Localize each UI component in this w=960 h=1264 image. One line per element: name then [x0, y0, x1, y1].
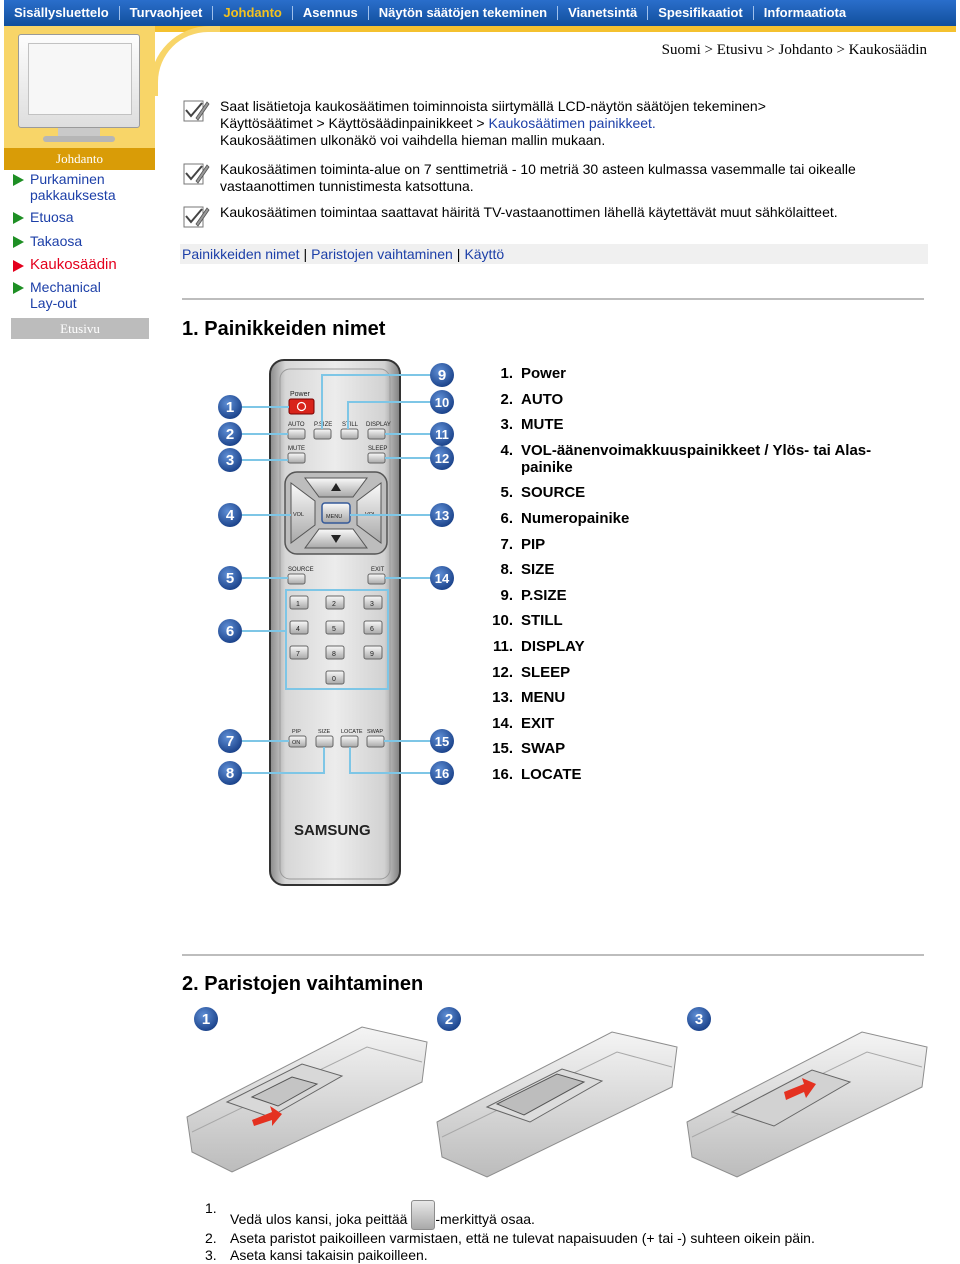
list-item: 2. AUTO	[500, 390, 564, 408]
notes-section	[182, 98, 932, 230]
display-button[interactable]	[368, 429, 385, 439]
list-item: 9. P.SIZE	[500, 586, 567, 604]
svg-text:EXIT: EXIT	[371, 567, 385, 573]
svg-text:3: 3	[225, 452, 235, 469]
svg-text:SLEEP: SLEEP	[368, 446, 388, 452]
svg-text:14: 14	[434, 571, 450, 586]
list-item: 15. SWAP	[492, 740, 566, 758]
svg-text:4: 4	[296, 626, 300, 633]
nav-item-specifications[interactable]: Spesifikaatiot	[648, 6, 754, 20]
svg-text:STILL: STILL	[342, 422, 359, 428]
button-names-list	[488, 365, 908, 792]
svg-text:9: 9	[437, 367, 447, 384]
home-button[interactable]: Etusivu	[11, 318, 149, 339]
list-item: 10. STILL	[492, 612, 563, 630]
list-item: 7. PIP	[500, 535, 546, 553]
sidebar-item-remote[interactable]: Kaukosäädin	[10, 257, 155, 273]
svg-text:5: 5	[332, 626, 336, 633]
note-2: Kaukosäätimen toiminta-alue on 7 senttimetriä - 10 metriä 30 asteen kulmassa vasemmalle tai oikealle vastaanottimen tunnistimesta katsottuna.	[182, 161, 932, 195]
svg-text:12: 12	[434, 451, 450, 466]
svg-text:SOURCE: SOURCE	[288, 567, 314, 573]
svg-text:2: 2	[332, 601, 336, 608]
remote-control-image	[210, 355, 470, 890]
sidebar-item-mechanical-layout[interactable]: Mechanical Lay-out	[10, 279, 155, 311]
auto-button[interactable]	[288, 429, 305, 439]
nav-item-adjustments[interactable]: Näytön säätöjen tekeminen	[369, 6, 558, 20]
battery-step-1-image	[182, 1002, 432, 1182]
svg-text:LOCATE: LOCATE	[341, 729, 363, 735]
divider	[182, 954, 924, 956]
list-item: 3. MUTE	[500, 416, 564, 434]
sidebar-item-rear[interactable]: Takaosa	[10, 233, 155, 249]
svg-text:VOL: VOL	[365, 512, 377, 518]
nav-item-contents[interactable]: Sisällysluettelo	[4, 6, 120, 20]
note-pencil-icon	[182, 204, 210, 230]
nav-item-safety[interactable]: Turvaohjeet	[120, 6, 214, 20]
sidebar-title: Johdanto	[4, 148, 155, 170]
svg-text:1: 1	[201, 1011, 211, 1028]
battery-step-2-image	[432, 1002, 682, 1182]
list-item: 6. Numeropainike	[500, 509, 630, 527]
svg-text:3: 3	[370, 601, 374, 608]
svg-text:6: 6	[225, 623, 235, 640]
svg-text:7: 7	[296, 651, 300, 658]
svg-text:10: 10	[434, 395, 450, 410]
svg-text:VOL: VOL	[293, 512, 305, 518]
list-item: 1. Vedä ulos kansi, joka peittää -merkittyä osaa.	[205, 1200, 945, 1230]
svg-text:1: 1	[296, 601, 300, 608]
sleep-button[interactable]	[368, 453, 385, 463]
section-title-button-names: 1. Painikkeiden nimet	[182, 318, 386, 340]
list-item: 13. MENU	[492, 689, 566, 707]
size-button[interactable]	[316, 736, 333, 747]
power-label: Power	[290, 391, 310, 398]
list-item: 12. SLEEP	[492, 663, 571, 681]
triangle-icon	[13, 282, 24, 294]
svg-text:SWAP: SWAP	[367, 729, 383, 735]
exit-button[interactable]	[368, 574, 385, 584]
list-item: 5. SOURCE	[500, 484, 586, 502]
triangle-icon	[13, 174, 24, 186]
source-button[interactable]	[288, 574, 305, 584]
breadcrumb: Suomi > Etusivu > Johdanto > Kaukosäädin	[661, 42, 927, 58]
swap-button[interactable]	[367, 736, 384, 747]
svg-text:SIZE: SIZE	[318, 729, 331, 735]
sidebar-item-unpacking[interactable]: Purkaminen pakkauksesta	[10, 171, 155, 203]
svg-text:2: 2	[225, 426, 235, 443]
svg-text:ON: ON	[292, 740, 301, 746]
svg-text:5: 5	[225, 570, 235, 587]
note-pencil-icon	[182, 98, 210, 124]
svg-text:MENU: MENU	[326, 514, 343, 520]
nav-item-troubleshooting[interactable]: Vianetsintä	[558, 6, 648, 20]
note-pencil-icon	[182, 161, 210, 187]
list-item: 4. VOL-äänenvoimakkuuspainikkeet / Ylös- tai Alas-painike	[500, 441, 872, 476]
list-item: 14. EXIT	[492, 714, 555, 732]
battery-change-images	[182, 1002, 932, 1182]
svg-text:8: 8	[225, 765, 235, 782]
svg-text:MUTE: MUTE	[288, 446, 305, 452]
list-item: 3. Aseta kansi takaisin paikoilleen.	[205, 1247, 428, 1263]
svg-text:P.SIZE: P.SIZE	[314, 422, 333, 428]
link-battery-change[interactable]: Paristojen vaihtaminen	[311, 246, 453, 262]
list-item: 16. LOCATE	[492, 765, 582, 783]
link-usage[interactable]: Käyttö	[464, 246, 505, 262]
list-item: 11. DISPLAY	[492, 637, 585, 655]
svg-text:4: 4	[225, 507, 235, 524]
svg-text:16: 16	[434, 766, 450, 781]
svg-text:3: 3	[694, 1011, 704, 1028]
nav-item-information[interactable]: Informaatiota	[763, 5, 847, 20]
section-links: Painikkeiden nimet | Paristojen vaihtaminen | Käyttö	[180, 244, 928, 264]
svg-text:PIP: PIP	[292, 729, 301, 735]
section-title-battery-change: 2. Paristojen vaihtaminen	[182, 973, 424, 995]
svg-text:7: 7	[225, 733, 235, 750]
triangle-icon	[13, 260, 24, 272]
note-3: Kaukosäätimen toimintaa saattavat häiritä TV-vastaanottimen lähellä käytettävät muut sähkölaitteet.	[182, 204, 932, 221]
power-button[interactable]	[289, 399, 314, 414]
still-button[interactable]	[341, 429, 358, 439]
divider	[182, 298, 924, 300]
brand-logo: SAMSUNG	[294, 822, 371, 839]
svg-text:1: 1	[225, 399, 235, 416]
remote-buttons-link[interactable]: Kaukosäätimen painikkeet.	[488, 115, 656, 131]
svg-text:11: 11	[435, 427, 449, 442]
svg-text:13: 13	[434, 508, 450, 523]
svg-text:AUTO: AUTO	[288, 422, 305, 428]
battery-steps	[205, 1200, 945, 1264]
list-item: 1. Power	[500, 365, 567, 382]
svg-text:15: 15	[434, 734, 450, 749]
sidebar-menu	[10, 171, 155, 317]
monitor-image	[18, 34, 140, 146]
list-item: 2. Aseta paristot paikoilleen varmistaen, että ne tulevat napaisuuden (+ tai -) suhteen oikein päin.	[205, 1230, 815, 1246]
top-navigation	[4, 0, 956, 26]
svg-text:9: 9	[370, 651, 374, 658]
triangle-icon	[13, 212, 24, 224]
svg-text:DISPLAY: DISPLAY	[366, 422, 391, 428]
list-item: 8. SIZE	[500, 561, 555, 579]
psize-button[interactable]	[314, 429, 331, 439]
triangle-icon	[13, 236, 24, 248]
remote-control-diagram	[210, 355, 470, 890]
link-button-names[interactable]: Painikkeiden nimet	[182, 246, 300, 262]
sidebar-item-front[interactable]: Etuosa	[10, 209, 155, 225]
battery-cover-icon	[411, 1200, 435, 1230]
nav-item-introduction[interactable]: Johdanto	[213, 6, 293, 20]
note-1: Saat lisätietoja kaukosäätimen toiminnoista siirtymällä LCD-näytön säätöjen tekeminen> Käyttösäätimet > Käyttösäädinpainikkeet > Kaukosäätimen painikkeet. Kaukosäätimen ulkonäkö voi vaihdella hieman mallin mukaan.	[182, 98, 932, 149]
svg-text:8: 8	[332, 651, 336, 658]
svg-text:0: 0	[332, 676, 336, 683]
battery-step-3-image	[682, 1002, 932, 1182]
nav-item-setup[interactable]: Asennus	[293, 6, 369, 20]
menu-button[interactable]	[322, 503, 350, 523]
svg-text:2: 2	[444, 1011, 454, 1028]
svg-text:6: 6	[370, 626, 374, 633]
locate-button[interactable]	[341, 736, 358, 747]
mute-button[interactable]	[288, 453, 305, 463]
